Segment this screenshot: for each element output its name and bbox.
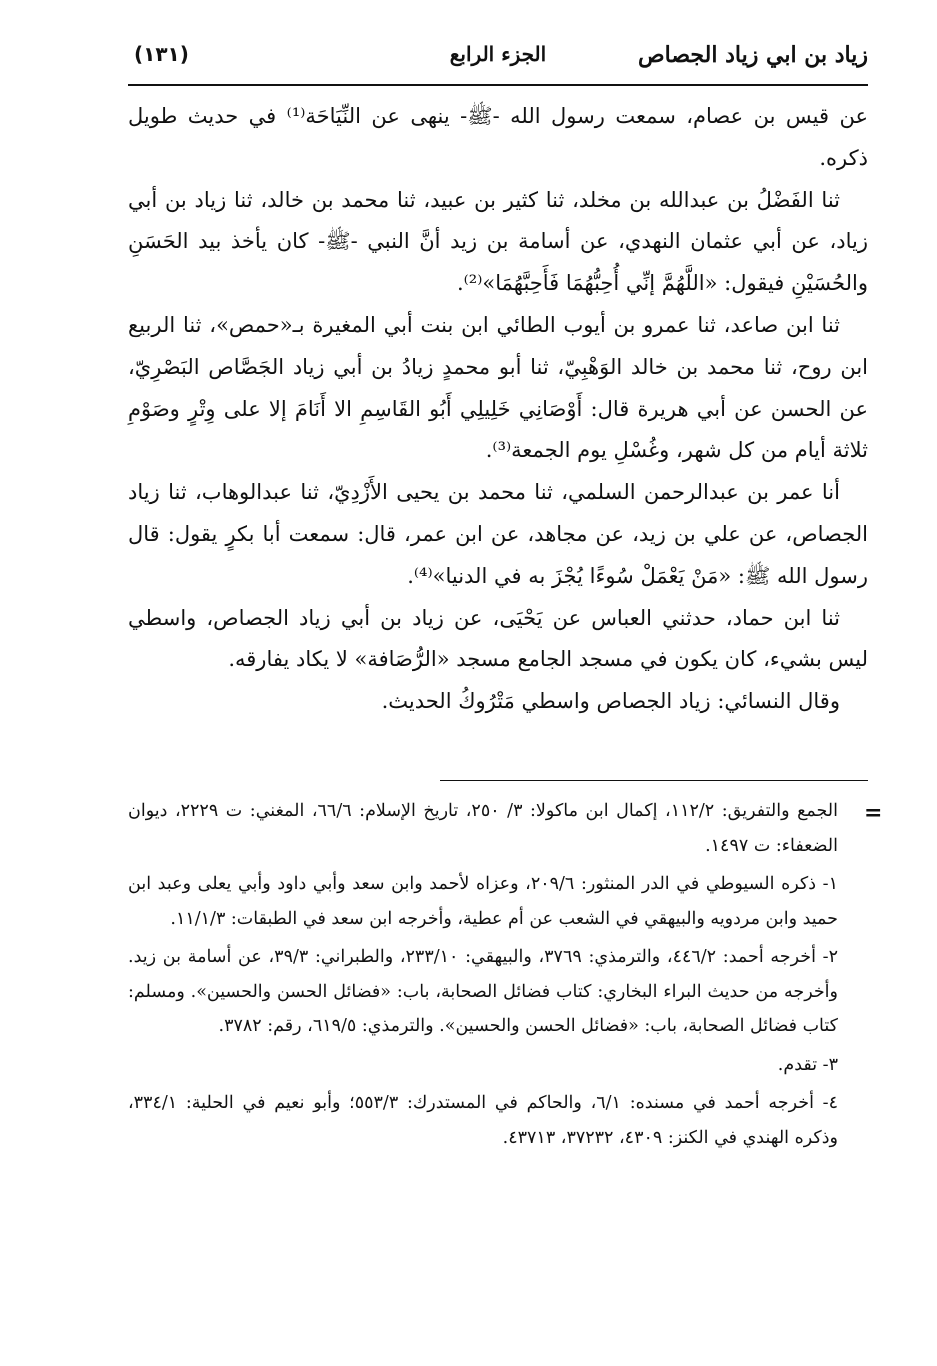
- body-paragraph: وقال النسائي: زياد الجصاص واسطي مَتْرُوكُ الحديث.: [381, 689, 840, 714]
- body-paragraph: ثنا ابن صاعد، ثنا عمرو بن أيوب الطائي ابن بنت أبي المغيرة بـ«حمص»، ثنا الربيع ابن روح، ثنا محمد بن خالد الوَهْبِيّ، ثنا أبو محمدٍ زيادُ بن أبي زياد الجَصَّاص البَصْرِيّ، عن الحسن عن أبي هريرة قال: أَوْصَانِي خَلِيلِي أَبُو القَاسِمِ الا أَنَامَ إلا على وِتْرٍ وصَوْمِ ثلاثة أيام من كل شهر، وغُسْلِ يوم الجمعة⁽³⁾.: [128, 312, 868, 463]
- footnote-continuation-mark: =: [864, 800, 883, 826]
- footnote-2: ٢- أخرجه أحمد: ٤٤٦/٢، والترمذي: ٣٧٦٩، والبيهقي: ٢٣٣/١٠، والطبراني: ٣٩/٣، عن أسامة بن زيد. وأخرجه من حديث البراء البخاري: كتاب فضائل الصحابة، باب: «فضائل الحسن والحسين». ومسلم: كتاب فضائل الصحابة، باب: «فضائل الحسن والحسين». والترمذي: ٦١٩/٥، رقم: ٣٧٨٢.: [128, 947, 838, 1036]
- body-paragraph: ثنا ابن حماد، حدثني العباس عن يَحْيَى، عن زياد بن أبي زياد الجصاص، واسطي ليس بشيء، كان يكون في مسجد الجامع مسجد «الرُّصَافة» لا يكاد يفارقه.: [128, 605, 868, 672]
- footnote-1: ١- ذكره السيوطي في الدر المنثور: ٢٠٩/٦، وعزاه لأحمد وابن سعد وأبي داود وأبي يعلى وعبد ابن حميد وابن مردويه والبيهقي في الشعب عن أم عطية، وأخرجه ابن سعد في الطبقات: ١١/١/٣.: [128, 874, 838, 929]
- footnote-3: ٣- تقدم.: [777, 1054, 838, 1075]
- footnote-continuation: الجمع والتفريق: ١١٢/٢، إكمال ابن ماكولا: ٣/ ٢٥٠، تاريخ الإسلام: ٦٦/٦، المغني: ت ٢٢٢٩، ديوان الضعفاء: ت ١٤٩٧.: [128, 801, 838, 856]
- body-paragraph: ثنا الفَضْلُ بن عبدالله بن مخلد، ثنا كثير بن عبيد، ثنا محمد بن خالد، ثنا زياد بن أبي زياد، عن أبي عثمان النهدي، عن أسامة بن زيد أنَّ النبي -ﷺ- كان يأخذ بيد الحَسَنِ والحُسَيْنِ فيقول: «اللَّهُمَّ إنِّي أُحِبُّهُمَا فَأَحِبَّهُمَا»⁽²⁾.: [128, 187, 868, 296]
- page-number: (١٣١): [134, 42, 189, 66]
- body-paragraph: أنا عمر بن عبدالرحمن السلمي، ثنا محمد بن يحيى الأَزْدِيّ، ثنا عبدالوهاب، ثنا زياد الجصاص، عن علي بن زيد، عن مجاهد، عن ابن عمر، قال: سمعت أبا بكرٍ يقول: قال رسول الله ﷺ: «مَنْ يَعْمَلْ سُوءًا يُجْزَ به في الدنيا»⁽⁴⁾.: [128, 480, 868, 588]
- body-paragraph: عن قيس بن عصام، سمعت رسول الله -ﷺ- ينهى عن النِّيَاحَة⁽¹⁾ في حديث طويل ذكره.: [128, 104, 868, 170]
- section-title: الجزء الرابع: [449, 42, 547, 66]
- page-header: [128, 36, 868, 86]
- footnotes: [128, 794, 838, 1155]
- running-title: زياد بن ابي زياد الجصاص: [638, 42, 868, 68]
- footnote-4: ٤- أخرجه أحمد في مسنده: ٦/١، والحاكم في المستدرك: ٥٥٣/٣؛ وأبو نعيم في الحلية: ٣٣٤/١، وذكره الهندي في الكنز: ٤٣٠٩، ٣٧٢٣٢، ٤٣٧١٣.: [128, 1093, 839, 1148]
- footnote-separator: [440, 780, 868, 781]
- main-text: [128, 96, 868, 723]
